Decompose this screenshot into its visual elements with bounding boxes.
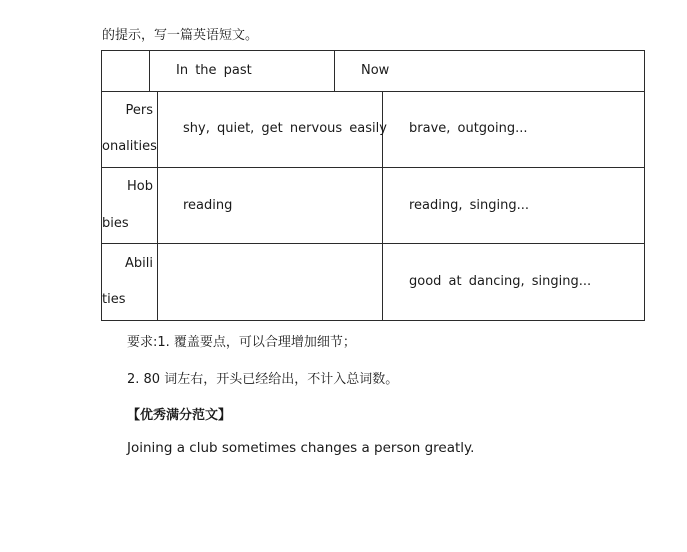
requirement-line-1: 要求:1. 覆盖要点，可以合理增加细节； xyxy=(127,335,356,350)
requirement-line-2: 2. 80 词左右，开头已经给出，不计入总词数。 xyxy=(127,372,399,387)
table-border-header-bottom xyxy=(101,91,645,92)
row-hobbies-now: reading, singing... xyxy=(409,198,530,213)
model-essay-heading: 【优秀满分范文】 xyxy=(127,408,232,423)
row-abilities-now: good at dancing, singing... xyxy=(409,274,592,289)
row-label-abilities-part1: Abili xyxy=(125,256,153,271)
row-hobbies-past: reading xyxy=(183,198,233,213)
essay-opening-sentence: Joining a club sometimes changes a person greatly. xyxy=(127,440,475,456)
row-label-hobbies-part2: bies xyxy=(102,216,129,231)
table-border-right xyxy=(644,50,645,321)
header-now: Now xyxy=(361,63,390,78)
table-border-top xyxy=(101,50,645,51)
row-label-personalities-part2: onalities xyxy=(102,139,157,154)
intro-text: 的提示，写一篇英语短文。 xyxy=(102,28,259,43)
table-border-row2-bottom xyxy=(101,243,645,244)
row-label-abilities-part2: ties xyxy=(102,292,126,307)
table-border-row1-bottom xyxy=(101,167,645,168)
row-personalities-past: shy, quiet, get nervous easily xyxy=(183,121,387,136)
header-past: In the past xyxy=(176,63,252,78)
header-divider-label xyxy=(149,50,150,91)
body-divider-label xyxy=(157,91,158,321)
header-divider-past-now xyxy=(334,50,335,91)
row-label-hobbies-part1: Hob xyxy=(127,179,153,194)
row-personalities-now: brave, outgoing... xyxy=(409,121,528,136)
table-border-left xyxy=(101,50,102,321)
table-border-bottom xyxy=(101,320,645,321)
row-label-personalities-part1: Pers xyxy=(125,103,153,118)
